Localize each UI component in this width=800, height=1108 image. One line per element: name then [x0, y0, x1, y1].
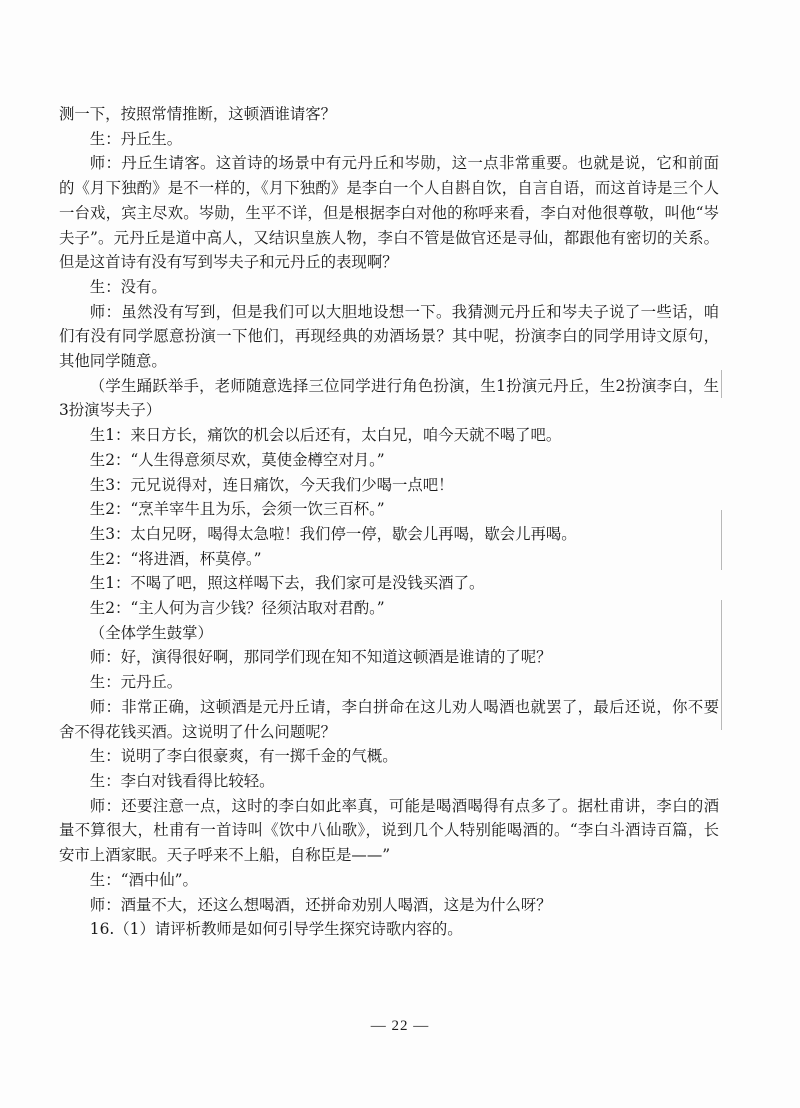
document-body: [59, 102, 719, 942]
paragraph: 师：好，演得很好啊，那同学们现在知不知道这顿酒是谁请的了呢？: [89, 648, 552, 667]
paragraph: 师：非常正确，这顿酒是元丹丘请，李白拼命在这儿劝人喝酒也就罢了，最后还说，你不要舍不得花钱买酒。这说明了什么问题呢？: [59, 697, 719, 741]
page-number: — 22 —: [370, 1018, 430, 1034]
paragraph: 生：没有。: [89, 277, 167, 296]
paragraph: 生：说明了李白很豪爽，有一掷千金的气概。: [89, 747, 398, 766]
dialogue-line: 生1：来日方长，痛饮的机会以后还有，太白兄，咱今天就不喝了吧。: [89, 426, 562, 445]
dialogue-line: 生3：太白兄呀，喝得太急啦！我们停一停，歇会儿再喝，歇会儿再喝。: [89, 524, 577, 543]
paragraph: 师：虽然没有写到，但是我们可以大胆地设想一下。我猜测元丹丘和岑夫子说了一些话，咱们有没有同学愿意扮演一下他们，再现经典的劝酒场景？其中呢，扮演李白的同学用诗文原句，其他同学随意。: [59, 302, 719, 371]
dialogue-line: 生3：元兄说得对，连日痛饮，今天我们少喝一点吧！: [89, 475, 454, 494]
paragraph: 生：“酒中仙”。: [89, 870, 198, 889]
paragraph: 师：丹丘生请客。这首诗的场景中有元丹丘和岑勋，这一点非常重要。也就是说，它和前面的《月下独酌》是不一样的，《月下独酌》是李白一个人自斟自饮，自言自语，而这首诗是三个人一台戏，宾主尽欢。岑勋，生平不详，但是根据李白对他的称呼来看，李白对他很尊敬，叫他“岑夫子”。元丹丘是道中高人，又结识皇族人物，李白不管是做官还是寻仙，都跟他有密切的关系。但是这首诗有没有写到岑夫子和元丹丘的表现啊？: [59, 154, 719, 272]
dialogue-line: 生1：不喝了吧，照这样喝下去，我们家可是没钱买酒了。: [89, 574, 485, 593]
dialogue-line: 生2：“烹羊宰牛且为乐，会须一饮三百杯。”: [89, 500, 385, 519]
paragraph: 生：元丹丘。: [89, 673, 183, 692]
paragraph: 师：酒量不大，还这么想喝酒，还拼命劝别人喝酒，这是为什么呀？: [89, 895, 552, 914]
paragraph: 生：李白对钱看得比较轻。: [89, 771, 275, 790]
scan-artifact-line: [721, 370, 722, 398]
stage-direction: （全体学生鼓掌）: [89, 623, 213, 642]
scan-artifact-line: [721, 510, 722, 570]
paragraph: 测一下，按照常情推断，这顿酒谁请客？: [59, 105, 337, 123]
paragraph: 师：还要注意一点，这时的李白如此率真，可能是喝酒喝得有点多了。据杜甫讲，李白的酒量不算很大，杜甫有一首诗叫《饮中八仙歌》，说到几个人特别能喝酒的。“李白斗酒诗百篇，长安市上酒家眠。天子呼来不上船，自称臣是——”: [59, 796, 719, 865]
stage-direction: （学生踊跃举手，老师随意选择三位同学进行角色扮演，生1扮演元丹丘，生2扮演李白，生3扮演岑夫子）: [59, 376, 719, 420]
paragraph: 生：丹丘生。: [89, 129, 183, 148]
dialogue-line: 生2：“将进酒，杯莫停。”: [89, 549, 262, 568]
dialogue-line: 生2：“人生得意须尽欢，莫使金樽空对月。”: [89, 450, 385, 469]
dialogue-line: 生2：“主人何为言少钱？径须沽取对君酌。”: [89, 599, 385, 618]
scan-artifact-line: [721, 600, 722, 730]
exam-question: 16.（1）请评析教师是如何引导学生探究诗歌内容的。: [89, 920, 463, 939]
